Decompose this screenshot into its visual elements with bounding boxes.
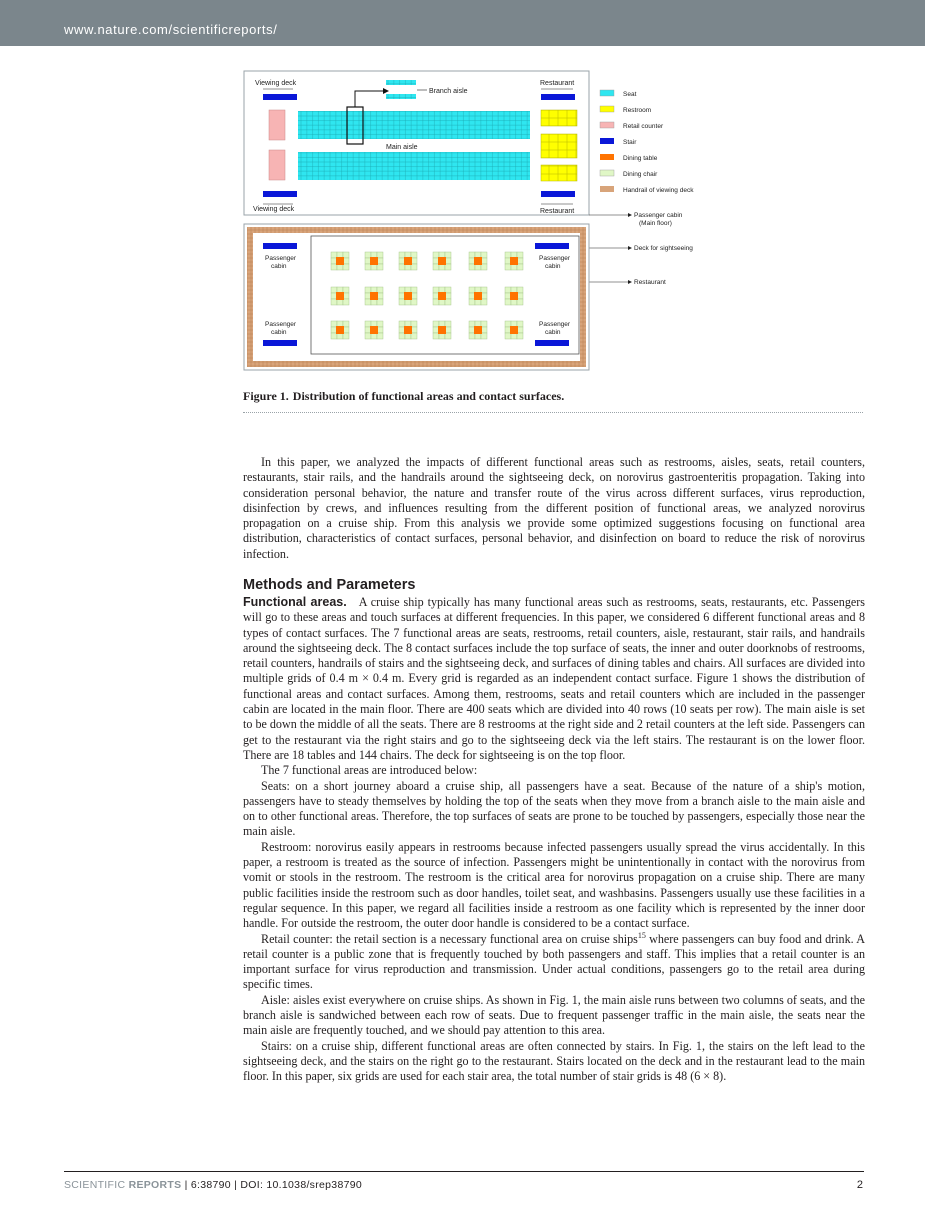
seat-block-upper	[298, 111, 530, 139]
legend-label-retail: Retail counter	[623, 123, 664, 130]
retail-counter	[269, 150, 285, 180]
legend-label-restroom: Restroom	[623, 107, 652, 114]
footer-journal-scientific: SCIENTIFIC	[64, 1179, 126, 1191]
label-cabin: cabin	[271, 263, 287, 270]
section-title: Methods and Parameters	[243, 577, 416, 593]
header-url[interactable]: www.nature.com/scientificreports/	[64, 22, 278, 37]
paragraph-stairs: Stairs: on a cruise ship, different functional areas are often connected by stairs. In Fig. 1, the stairs on the left lead to the sightseeing deck, and the stairs on the right go to the restaurant. Stairs located on the deck and in the restaurant lead to the main floor. In this paper, six grids are used for each stair area, the total number of stair grids is 48 (6 × 8).	[243, 1038, 865, 1084]
dining-table-group	[469, 321, 487, 339]
retail-counter	[269, 110, 285, 140]
paragraph-aisle: Aisle: aisles exist everywhere on cruise ships. As shown in Fig. 1, the main aisle runs between two columns of seats, and the branch aisle is sandwiched between each row of seats. Due to frequent passenger traffic in the main aisle, the seats near the main aisle are frequently touched, and we should pay attention to this area.	[243, 992, 865, 1038]
dining-table-group	[331, 321, 349, 339]
footer-citation	[64, 1179, 362, 1191]
intro-paragraph: In this paper, we analyzed the impacts of different functional areas such as restrooms, aisles, seats, retail counters, restaurants, stair rails, and the handrails around the sightseeing deck, on norovirus gastroenteritis propagation. Taking into consideration personal behavior, the nature and transfer route of the virus across different surfaces, virus reproduction, disinfection by crews, and influences resulting from the different position of functional areas, we analyzed norovirus propagation on a cruise ship. From this analysis we provide some optimized suggestions focusing on functional area distribution, characteristics of contact surfaces, personal behavior, and disinfection on board to reduce the risk of norovirus infection.	[243, 455, 865, 561]
figure-1	[243, 70, 723, 375]
dining-table-group	[399, 321, 417, 339]
paragraph-restroom: Restroom: norovirus easily appears in restrooms because infected passengers usually spread the virus accidentally. In this paper, a restroom is treated as the source of infection. Passengers might be unintentionally in contact with the norovirus from vomit or stools in the restroom. The restroom is the critical area for norovirus propagation on a cruise ship. There are many public facilities inside the restroom such as door handles, toilet seat, and washbasins. Passengers usually use these facilities in a regular sequence. In this paper, we regard all facilities inside a restroom as one facility which is represented by the inner door handle. For outside the restroom, the outer door handle is considered to be a contact surface.	[243, 839, 865, 931]
header-bar	[0, 0, 925, 46]
stair	[263, 340, 297, 346]
restroom-block	[541, 165, 577, 181]
dining-table-group	[365, 252, 383, 270]
figure-caption-text: Distribution of functional areas and contact surfaces.	[292, 389, 565, 403]
dining-table	[404, 257, 412, 265]
legend-swatch-restroom	[600, 106, 614, 112]
dining-table	[510, 326, 518, 334]
legend-swatch-stair	[600, 138, 614, 144]
dining-table-group	[469, 287, 487, 305]
dining-table-group	[365, 321, 383, 339]
arrow-head	[628, 280, 632, 284]
label-branch-aisle: Branch aisle	[429, 88, 468, 95]
label-passenger-cabin: Passenger	[265, 255, 297, 262]
dining-table	[370, 257, 378, 265]
paragraph-functional-areas-text: A cruise ship typically has many functional areas such as restrooms, seats, restaurants, etc. Passengers will go to these areas and touch surfaces at different frequencies. In this paper, we considered 6 different functional areas and 8 types of contact surfaces. The 7 functional areas are seats, restrooms, retail counters, aisle, restaurant, stair rails, and handrails around the sightseeing deck. The 8 contact surfaces include the top surface of seats, the inner and outer doorknobs of restrooms, retail counters, handrails of stairs and the sightseeing deck, and surfaces of dining tables and chairs. All surfaces are divided into multiple grids of 0.4 m × 0.4 m. Every grid is regarded as an independent contact surface. Figure 1 shows the distribution of functional areas and contact surfaces. Among them, restrooms, seats and retail counters which are included in the passenger cabin are located in the main floor. There are 400 seats which are divided into 40 rows (10 seats per row). The main aisle is set to be down the middle of all the seats. There are 8 restrooms at the right side and 2 retail counters at the left side. Passengers can get to the restaurant via the right stairs and go to the sightseeing deck via the left stairs. The restaurant is on the lower floor. There are 18 tables and 144 chairs. The deck for sightseeing is on the top floor.	[243, 595, 865, 762]
dining-table-group	[469, 252, 487, 270]
label-passenger-cabin: Passenger	[539, 321, 571, 328]
branch-aisle-seats-bottom	[386, 94, 416, 99]
dining-table	[510, 292, 518, 300]
dining-table	[474, 326, 482, 334]
footer-doi[interactable]: | 6:38790 | DOI: 10.1038/srep38790	[181, 1179, 362, 1191]
caption-divider	[243, 412, 863, 413]
branch-aisle-seats-top	[386, 80, 416, 85]
stair	[541, 191, 575, 197]
dining-table	[474, 257, 482, 265]
label-restaurant-bottom: Restaurant	[540, 208, 575, 215]
figure-caption-label: Figure 1.	[243, 389, 289, 403]
dining-table-group	[433, 287, 451, 305]
arrow-head	[628, 246, 632, 250]
paragraph-intro-list: The 7 functional areas are introduced below:	[261, 763, 478, 778]
dining-table	[438, 292, 446, 300]
callout-deck: Deck for sightseeing	[634, 245, 693, 252]
page-number: 2	[856, 1179, 863, 1191]
label-viewing-deck-bottom: Viewing deck	[253, 206, 295, 213]
dining-table-group	[399, 252, 417, 270]
stair	[535, 243, 569, 249]
stair	[263, 94, 297, 100]
dining-table-group	[365, 287, 383, 305]
dining-table	[438, 326, 446, 334]
legend-swatch-table	[600, 154, 614, 160]
callout-passenger-cabin: Passenger cabin	[634, 212, 683, 219]
legend-swatch-handrail	[600, 186, 614, 192]
stair	[541, 94, 575, 100]
legend-label-chair: Dining chair	[623, 171, 658, 178]
figure-caption	[243, 389, 564, 404]
dining-table-group	[433, 321, 451, 339]
legend-label-table: Dining table	[623, 155, 658, 162]
dining-table-group	[505, 252, 523, 270]
legend-label-stair: Stair	[623, 139, 637, 146]
label-main-aisle: Main aisle	[386, 144, 418, 151]
label-cabin: cabin	[271, 329, 287, 336]
label-cabin: cabin	[545, 263, 561, 270]
paragraph-functional-areas	[243, 595, 865, 763]
label-passenger-cabin: Passenger	[539, 255, 571, 262]
paragraph-seats: Seats: on a short journey aboard a cruise ship, all passengers have a seat. Because of the nature of a ship's motion, passengers have to steady themselves by holding the top of the seats when they move from a branch aisle to the main aisle and on to other functional areas. Therefore, the top surfaces of seats are prone to be touched by passengers, especially those near the main aisle.	[243, 778, 865, 839]
callout-restaurant: Restaurant	[634, 279, 666, 286]
dining-table	[404, 326, 412, 334]
dining-table-group	[505, 321, 523, 339]
dining-table	[404, 292, 412, 300]
retail-text-a: Retail counter: the retail section is a necessary functional area on cruise ships	[261, 931, 638, 946]
dining-table	[336, 257, 344, 265]
seat-block-lower	[298, 152, 530, 180]
label-passenger-cabin: Passenger	[265, 321, 297, 328]
footer-journal-reports: REPORTS	[128, 1179, 182, 1191]
legend-label-handrail: Handrail of viewing deck	[623, 187, 694, 194]
label-restaurant-top: Restaurant	[540, 80, 575, 87]
label-viewing-deck-top: Viewing deck	[255, 80, 297, 87]
dining-table-group	[399, 287, 417, 305]
stair	[535, 340, 569, 346]
dining-table	[474, 292, 482, 300]
dining-table-group	[433, 252, 451, 270]
stair	[263, 191, 297, 197]
dining-table-group	[505, 287, 523, 305]
dining-table-group	[331, 287, 349, 305]
citation-ref[interactable]: 15	[637, 930, 646, 940]
dining-table	[370, 292, 378, 300]
intro-text	[243, 455, 865, 562]
subsection-title: Functional areas.	[243, 595, 347, 609]
legend	[600, 90, 694, 194]
legend-swatch-seat	[600, 90, 614, 96]
legend-swatch-chair	[600, 170, 614, 176]
paragraph-retail-counter	[243, 932, 865, 993]
footer-rule	[64, 1171, 864, 1172]
dining-table	[438, 257, 446, 265]
restroom-block	[541, 134, 577, 158]
arrow-head	[628, 213, 632, 217]
dining-table	[336, 292, 344, 300]
dining-table	[336, 326, 344, 334]
stair	[263, 243, 297, 249]
dining-table-group	[331, 252, 349, 270]
callout-main-floor: (Main floor)	[639, 220, 672, 227]
section-body	[243, 595, 865, 1085]
legend-label-seat: Seat	[623, 91, 637, 98]
legend-swatch-retail	[600, 122, 614, 128]
label-cabin: cabin	[545, 329, 561, 336]
restroom-block	[541, 110, 577, 126]
dining-table	[510, 257, 518, 265]
retail-text-b: where passengers can buy food and drink. A retail counter is a public zone that is frequently touched by both passengers and staff. This implies that a retail counter is an important surface for virus reproduction and transmission. Under actual conditions, passengers go to the retail area during specific times.	[243, 931, 865, 992]
dining-table	[370, 326, 378, 334]
